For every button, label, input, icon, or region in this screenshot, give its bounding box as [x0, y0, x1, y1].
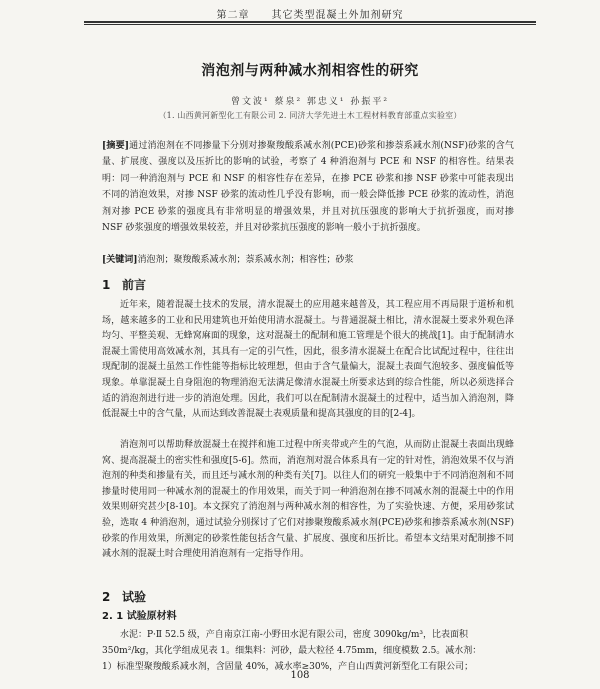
body-paragraph: 近年来，随着混凝土技术的发展，清水混凝土的应用越来越普及，其工程应用不再局限于道桥和机场，越来越多的工业和民用建筑也开始使用清水混凝土。与普通混凝土相比，清水混凝土要求外观色泽均匀、平整美观、无蜂窝麻面的现象，这对混凝土的配制和施工管理是个很大的挑战[1]。由于配制清水混凝土需使用高效减水剂，其具有一定的引气性，因此，很多清水混凝土在配合比试配过程中，往往出现配制的混凝土虽然工作性能等指标比较理想，但由于含气量偏大，混凝土表面气泡较多、强度偏低等现象。单靠混凝土自身阻泡的物理消泡无法满足像清水混凝土所要求达到的综合性能，所以必须选择合适的消泡剂进行进一步的消泡处理。因此，我们可以在配制清水混凝土的过程中，适当加入消泡剂，降低混凝土中的含气量，从而达到改善混凝土表观质量和提高其强度的目的[2-4]。: [102, 300, 514, 420]
subsection-title: 试验原材料: [126, 611, 177, 622]
body-paragraph: 消泡剂可以帮助释放混凝土在搅拌和施工过程中所夹带或产生的气泡，从而防止混凝土表面出现蜂窝、提高混凝土的密实性和强度[5-6]。然而，消泡剂对混合体系具有一定的针对性，消泡效果不仅与消泡剂的种类和掺量有关，而且还与减水剂的种类有关[7]。以往人们的研究一般集中于不同消泡剂和不同掺量时使用同一种减水剂的混凝土的作用效果，而关于同一种消泡剂在掺不同减水剂的混凝土中的作用效果则研究甚少[8-10]。本文探究了消泡剂与两种减水剂的相容性，为了实验快速、方便，采用砂浆试验，选取 4 种消泡剂，通过试验分别探讨了它们对掺聚羧酸系减水剂(PCE)砂浆和掺萘系减水剂(NSF)砂浆的作用效果，所测定的砂浆性能包括含气量、扩展度、强度和压折比。希望本文结果对配制掺不同减水剂的混凝土时合理使用消泡剂有一定指导作用。: [102, 440, 514, 560]
materials-line: 1）标准型聚羧酸系减水剂，含固量 40%，减水率≥30%，产自山西黄河新型化工有限公司；: [102, 662, 474, 672]
header-rule: [84, 21, 536, 25]
subsection-number: 2. 1: [102, 611, 124, 622]
abstract: [102, 138, 514, 236]
section-title: 前言: [122, 278, 147, 292]
subsection-heading-materials: [102, 607, 177, 622]
abstract-label: [摘要]: [102, 141, 130, 151]
keywords-text: 消泡剂；聚羧酸系减水剂；萘系减水剂；相容性；砂浆: [137, 255, 354, 265]
materials-paragraph: [102, 627, 514, 675]
section-heading-intro: [102, 276, 146, 293]
section-number: 2: [102, 590, 111, 604]
page-number: 108: [290, 670, 310, 681]
author-list: 曾文波¹ 蔡泉² 郭忠义¹ 孙振平²: [230, 97, 389, 107]
keywords-label: [关键词]: [102, 255, 138, 265]
running-header: [84, 6, 536, 21]
section-title: 试验: [122, 590, 147, 604]
section-heading-experiment: [102, 588, 146, 605]
section-number: 1: [102, 278, 111, 292]
running-header-title: 其它类型混凝土外加剂研究: [271, 10, 404, 21]
abstract-text: 通过消泡剂在不同掺量下分别对掺聚羧酸系减水剂(PCE)砂浆和掺萘系减水剂(NSF)砂浆的含气量、扩展度、强度以及压折比的影响的试验，考察了 4 种消泡剂与 PCE 和 NSF 的相容性。结果表明：同一种消泡剂与 PCE 和 NSF 的相容性存在差异，在掺 PCE 砂浆和掺 NSF 砂浆中可能表现出不同的消泡效果，对掺 NSF 砂浆的流动性几乎没有影响，而一般会降低掺 PCE 砂浆的流动性，消泡剂对掺 PCE 砂浆的强度具有非常明显的增强效果，并且对抗压强度的影响大于抗折强度，而对掺 NSF 砂浆强度的增强效果较差，并且对砂浆抗压强度的影响一般小于抗折强度。: [102, 141, 514, 234]
materials-line: 350m²/kg，其化学组成见表 1。细集料：河砂，最大粒径 4.75mm，细度模数 2.5。减水剂：: [102, 646, 482, 656]
affiliations: （1. 山西黄河新型化工有限公司 2. 同济大学先进土木工程材料教育部重点实验室）: [158, 111, 462, 120]
keywords: [102, 252, 514, 268]
paper-title: 消泡剂与两种减水剂相容性的研究: [201, 63, 419, 79]
running-header-chapter: 第二章: [216, 10, 250, 21]
materials-line: 水泥：P·Ⅱ 52.5 级，产自南京江南-小野田水泥有限公司，密度 3090kg/m³，比表面积: [120, 630, 468, 640]
